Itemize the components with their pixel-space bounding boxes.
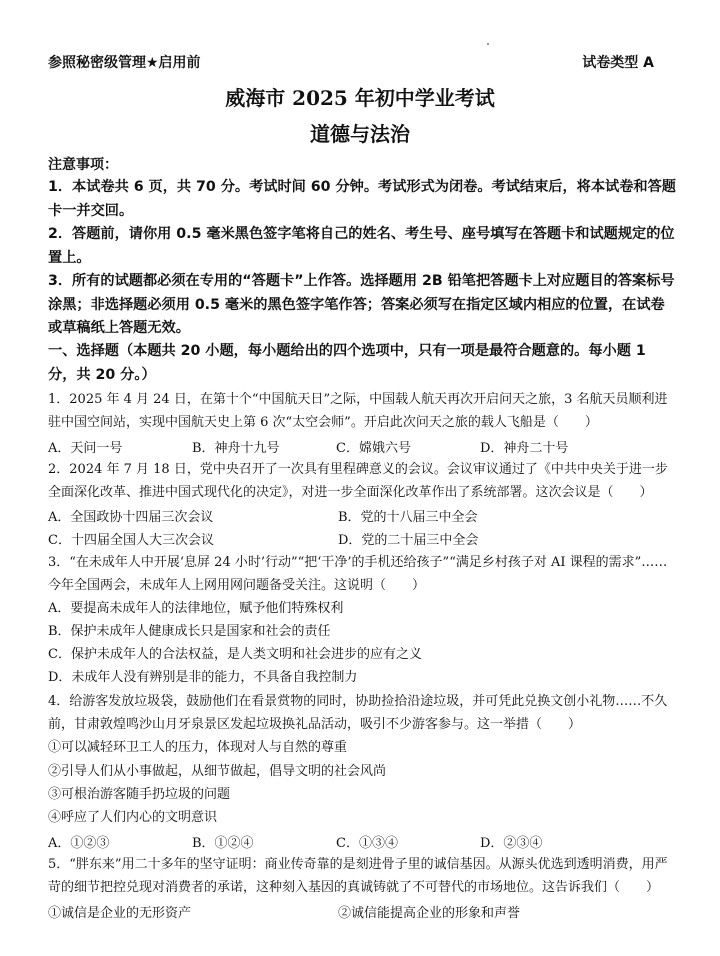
option-row [48,529,678,548]
confidential-label: 参照秘密级管理★启用前 [48,55,201,71]
question-stem: 3．“在未成年人中开展‘息屏 24 小时’行动”“把‘干净’的手机还给孩子”“满足乡村孩子对 AI 课程的需求”……今年全国两会，未成年人上网用网问题备受关注。这说明（ ） [48,555,668,594]
option: B．①②④ [192,836,254,851]
option-row [48,437,678,456]
note-item: 1．本试卷共 6 页，共 70 分。考试时间 60 分钟。考试形式为闭卷。考试结束后，将本试卷和答题卡一并交回。 [48,179,676,219]
option: C．①③④ [336,836,398,851]
option: D．②③④ [480,836,543,851]
statement: ①诚信是企业的无形资产 [48,906,192,921]
option: C．十四届全国人大三次会议 [48,533,214,548]
statement-row [48,902,678,921]
option: A．全国政协十四届三次会议 [48,510,214,525]
option: B．保护未成年人健康成长只是国家和社会的责任 [48,624,331,639]
notes-heading: 注意事项： [48,157,118,173]
statement: ②引导人们从小事做起，从细节做起，倡导文明的社会风尚 [48,764,387,779]
statement: ④呼应了人们内心的文明意识 [48,810,218,825]
option-row [48,506,678,525]
question-stem: 2．2024 年 7 月 18 日，党中央召开了一次具有里程碑意义的会议。会议审议通过了《中共中央关于进一步全面深化改革、推进中国式现代化的决定》，对进一步全面深化改革作出了系统部署。这次会议是（ ） [48,462,668,501]
statement: ②诚信能提高企业的形象和声誉 [338,906,521,921]
paper-type-label: 试卷类型 A [582,55,654,71]
note-item: 3．所有的试题都必须在专用的“答题卡”上作答。选择题用 2B 铅笔把答题卡上对应题目的答案标号涂黑；非选择题必须用 0.5 毫米的黑色签字笔作答；答案必须写在指定区域内相应的位置，在试卷或草稿纸上答题无效。 [48,273,675,336]
option: A．要提高未成年人的法律地位，赋予他们特殊权利 [48,601,344,616]
option: A．天问一号 [48,441,123,456]
question-stem: 1．2025 年 4 月 24 日，在第十个“中国航天日”之际，中国载人航天再次开启问天之旅，3 名航天员顺利进驻中国空间站，实现中国航天史上第 6 次“太空会师”。开启此次问天之旅的载人飞船是（ ） [48,392,668,431]
question-stem: 5．“胖东来”用二十多年的坚守证明：商业传奇靠的是刻进骨子里的诚信基因。从源头优选到透明消费，用严苛的细节把控兑现对消费者的承诺，这种刻入基因的真诚铸就了不可替代的市场地位。这告诉我们（ ） [48,857,668,896]
option: B．神舟十九号 [192,441,280,456]
option: D．党的二十届三中全会 [338,533,479,548]
option: A．①②③ [48,836,110,851]
subject-title: 道德与法治 [310,122,410,146]
option-row [48,832,678,851]
option: C．保护未成年人的合法权益，是人类文明和社会进步的应有之义 [48,647,422,662]
option: C．嫦娥六号 [336,441,411,456]
scan-dot [487,43,489,45]
section-heading: 一、选择题（本题共 20 小题，每小题给出的四个选项中，只有一项是最符合题意的。每小题 1 分，共 20 分。） [48,343,646,383]
option: D．神舟二十号 [480,441,569,456]
statement: ①可以减轻环卫工人的压力，体现对人与自然的尊重 [48,740,348,755]
option: B．党的十八届三中全会 [338,510,478,525]
option: D．未成年人没有辨别是非的能力，不具备自我控制力 [48,670,358,685]
exam-title: 威海市 2025 年初中学业考试 [225,86,495,110]
statement: ③可根治游客随手扔垃圾的问题 [48,787,231,802]
question-stem: 4．给游客发放垃圾袋，鼓励他们在看景赏物的同时，协助捡拾沿途垃圾，并可凭此兑换文创小礼物……不久前，甘肃敦煌鸣沙山月牙泉景区发起垃圾换礼品活动，吸引不少游客参与。这一举措（ ） [48,694,668,733]
note-item: 2．答题前，请你用 0.5 毫米黑色签字笔将自己的姓名、考生号、座号填写在答题卡和试题规定的位置上。 [48,226,675,266]
